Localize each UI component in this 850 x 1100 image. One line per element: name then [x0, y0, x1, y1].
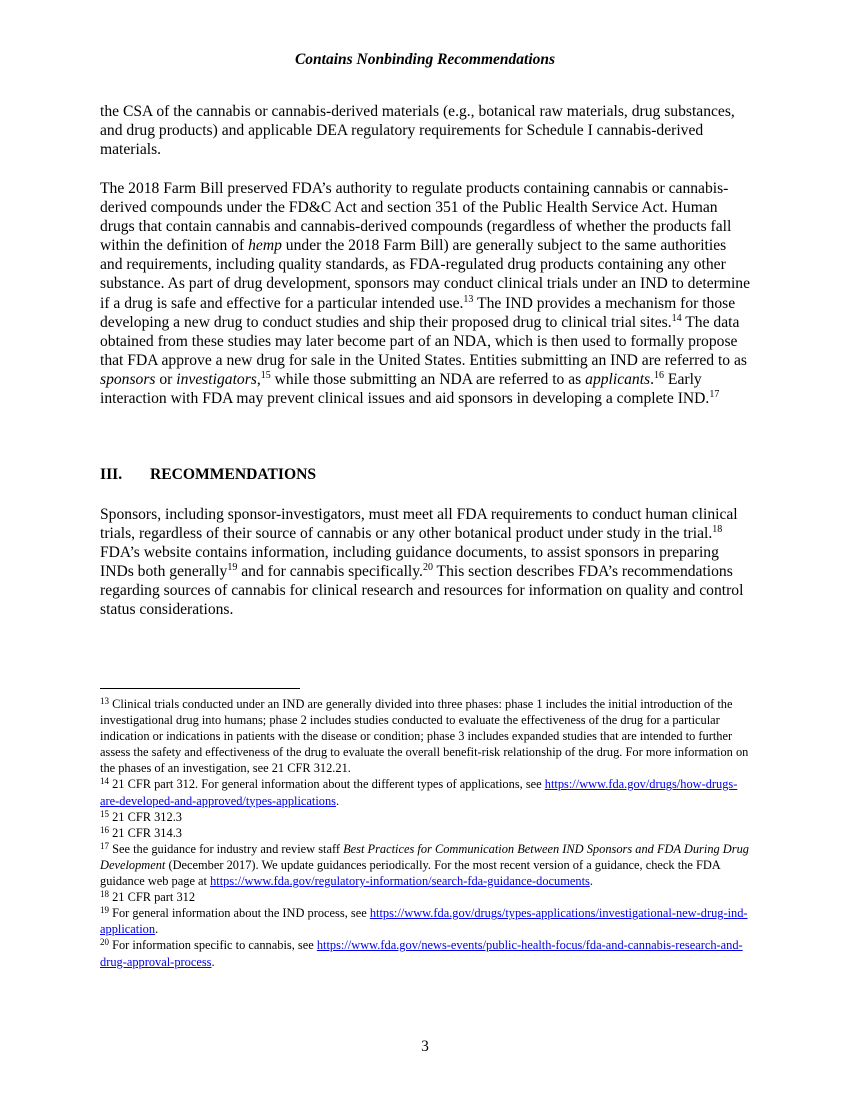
- paragraph-text: The 2018 Farm Bill preserved FDA’s authority to regulate products containing cannabis or cannabis-derived compounds under the FD&C Act and section 351 of the Public Health Service Act. Human drugs that contain cannabis and cannabis-derived compounds (regardless of whether the products fall within the definition of hemp under the 2018 Farm Bill) are generally subject to the same authorities and requirements, including quality standards, as FDA-regulated drug products containing any other substance. As part of drug development, sponsors may conduct clinical trials under an IND to determine if a drug is safe and effective for a particular intended use.$^{13}$ The IND provides a mechanism for those developing a new drug to conduct studies and ship their proposed drug to clinical trial sites.$^{14}$ The data obtained from these studies may later become part of an NDA, which is then used to formally propose that FDA approve a new drug for sale in the United States. Entities submitting an IND are referred to as sponsors or investigators,$^{15}$ while those submitting an NDA are referred to as applicants.$^{16}$ Early interaction with FDA may prevent clinical issues and aid sponsors in developing a complete IND.$^{17}$: [100, 180, 751, 408]
- footnote-14: $^{14}$ 21 CFR part 312. For general information about the different types of applications, see https://www.fda.gov/drugs/how-drugs-are-developed-and-approved/types-applications.: [100, 776, 738, 808]
- footnote-20: $^{20}$ For information specific to cannabis, see https://www.fda.gov/news-events/public-health-focus/fda-and-cannabis-research-and-drug-approval-process.: [100, 937, 743, 969]
- term-hemp: hemp: [248, 237, 282, 255]
- paragraph-recommendations: [100, 505, 752, 620]
- page-number: 3: [421, 1038, 429, 1055]
- link-types-applications[interactable]: https://www.fda.gov/drugs/how-drugs-are-developed-and-approved/types-applications: [100, 777, 738, 808]
- footnote-ref-20[interactable]: 20: [422, 562, 433, 574]
- term-investigators: investigators: [176, 370, 257, 388]
- footnote-17: $^{17}$ See the guidance for industry and review staff Best Practices for Communication Between IND Sponsors and FDA During Drug Development (December 2017). We update guidances periodically. For the most recent version of a guidance, check the FDA guidance web page at https://www.fda.gov/regulatory-information/search-fda-guidance-documents.: [100, 840, 749, 889]
- link-ind-application[interactable]: https://www.fda.gov/drugs/types-applications/investigational-new-drug-ind-application: [100, 906, 748, 937]
- term-sponsors: sponsors: [100, 370, 156, 388]
- paragraph-csa-cannabis: [100, 102, 752, 159]
- footnote-15: $^{15}$ 21 CFR 312.3: [100, 808, 182, 824]
- footnote-ref-15[interactable]: 15: [260, 369, 271, 381]
- link-guidance-documents[interactable]: https://www.fda.gov/regulatory-information/search-fda-guidance-documents: [210, 874, 590, 889]
- footnote-16: $^{16}$ 21 CFR 314.3: [100, 824, 182, 840]
- running-head: Contains Nonbinding Recommendations: [294, 51, 556, 68]
- footnote-ref-13[interactable]: 13: [463, 293, 474, 305]
- footnote-ref-19[interactable]: 19: [227, 562, 238, 574]
- footnote-19: $^{19}$ For general information about the IND process, see https://www.fda.gov/drugs/types-applications/investigational-new-drug-ind-application.: [100, 905, 748, 937]
- paragraph-text: the CSA of the cannabis or cannabis-derived materials (e.g., botanical raw materials, drug substances, and drug products) and applicable DEA regulatory requirements for Schedule I cannabis-derived materials.: [100, 103, 735, 159]
- section-heading: [100, 466, 316, 484]
- footnote-13: $^{13}$ Clinical trials conducted under an IND are generally divided into three phases: phase 1 includes the initial introduction of the investigational drug into humans; phase 2 includes studies conducted to evaluate the effectiveness of the drug for a particular indication or indications in patients with the disease or condition; phase 3 includes expanded studies that are intended to further assess the safety and effectiveness of the drug to evaluate the overall benefit-risk relationship of the drug. For more information on the phases of an investigation, see 21 CFR 312.21.: [100, 696, 749, 776]
- paragraph-farm-bill: [100, 179, 752, 408]
- footnote-ref-18[interactable]: 18: [712, 524, 723, 536]
- guidance-title: Best Practices for Communication Between IND Sponsors and FDA During Drug Development: [100, 841, 749, 872]
- section-title: RECOMMENDATIONS: [150, 466, 317, 483]
- footnote-ref-16[interactable]: 16: [654, 369, 665, 381]
- footnote-ref-17[interactable]: 17: [709, 389, 720, 401]
- section-number: III.: [100, 466, 123, 483]
- footnote-ref-14[interactable]: 14: [671, 312, 682, 324]
- paragraph-text: Sponsors, including sponsor-investigators, must meet all FDA requirements to conduct human clinical trials, regardless of their source of cannabis or any other botanical product under study in the trial.$^{18}$ FDA’s website contains information, including guidance documents, to assist sponsors in preparing INDs both generally$^{19}$ and for cannabis specifically.$^{20}$ This section describes FDA’s recommendations regarding sources of cannabis for clinical research and resources for information on quality and control status considerations.: [100, 506, 744, 619]
- footnote-separator: [100, 688, 300, 689]
- link-cannabis-research[interactable]: https://www.fda.gov/news-events/public-health-focus/fda-and-cannabis-research-and-drug-approval-process: [100, 938, 743, 969]
- term-applicants: applicants: [585, 370, 651, 388]
- footnote-18: $^{18}$ 21 CFR part 312: [100, 889, 196, 905]
- footnotes: [100, 696, 752, 970]
